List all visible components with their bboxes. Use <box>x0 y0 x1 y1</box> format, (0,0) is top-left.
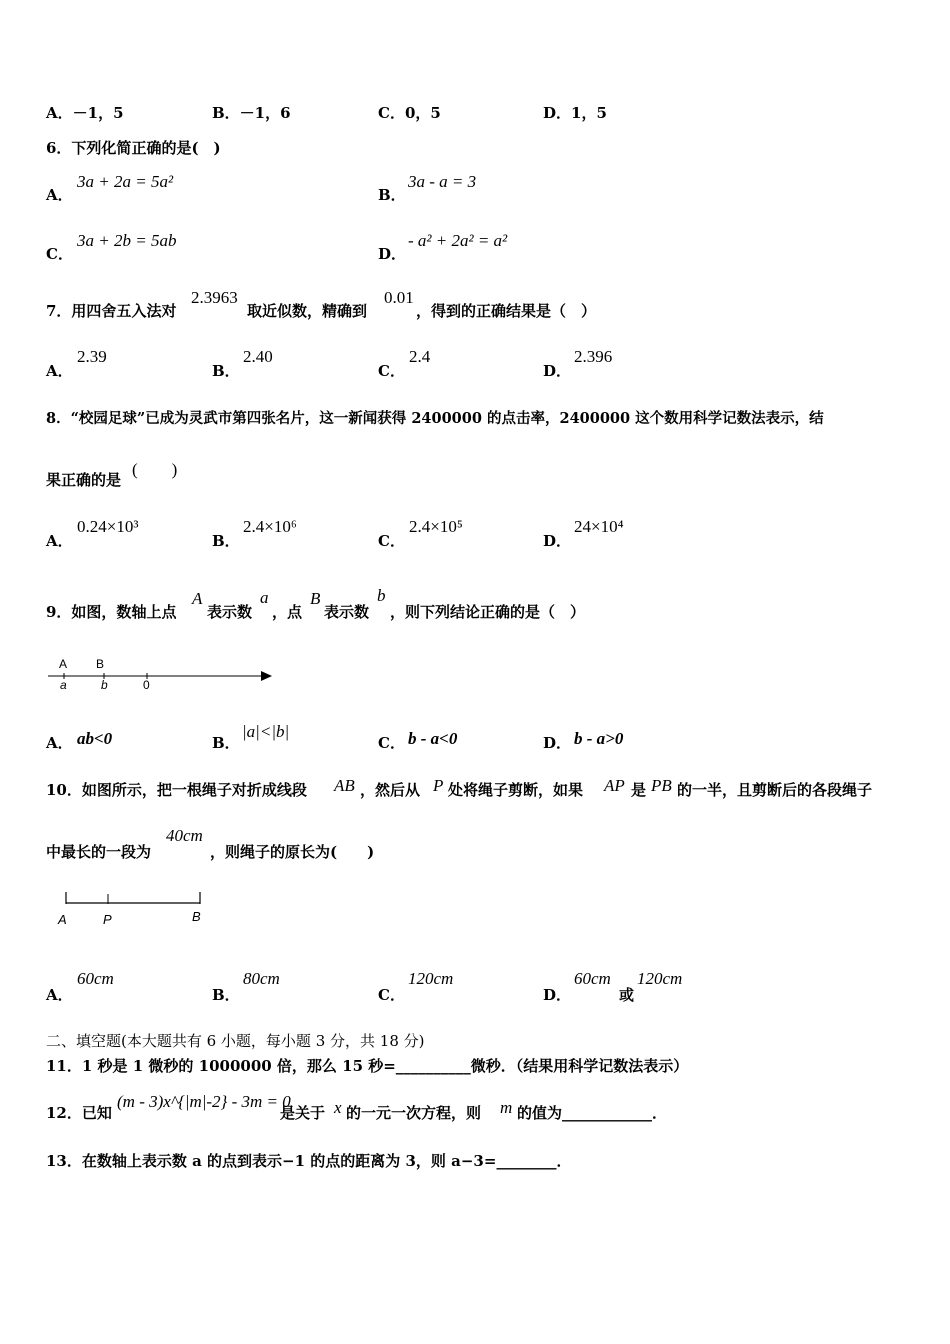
label-top-b: B <box>96 657 105 671</box>
q10-segment-figure <box>52 886 212 930</box>
q9-point-a: A <box>192 589 203 608</box>
q12-stem-1: 12．已知 <box>46 1104 112 1122</box>
q10-d-label: D． <box>543 986 572 1004</box>
q5-option-a: A．－1，5 <box>46 104 124 122</box>
q7-stem-3: ，得到的正确结果是（ ） <box>416 302 597 320</box>
q6-b-label: B． <box>378 186 406 204</box>
q10-b-value: 80cm <box>243 969 280 988</box>
q10-c-value: 120cm <box>408 969 454 988</box>
q10-d-value2: 120cm <box>637 969 683 988</box>
q8-b-label: B． <box>212 532 240 550</box>
q13-text: 13．在数轴上表示数 a 的点到表示−1 的点的距离为 3，则 a−3=________． <box>46 1152 572 1170</box>
label-bottom-b: b <box>101 678 108 692</box>
q8-paren: ( ) <box>132 460 178 479</box>
q8-c-label: C． <box>378 532 405 550</box>
q9-b-label: B． <box>212 734 240 752</box>
number-line-arrow <box>261 671 272 681</box>
label-b: B <box>192 909 201 924</box>
label-a: A <box>58 912 67 927</box>
q5-option-d: D．1，5 <box>543 104 607 122</box>
q9-var-a: a <box>260 588 269 607</box>
q8-stem-line1: 8．“校园足球”已成为灵武市第四张名片，这一新闻获得 2400000 的点击率，2400000 这个数用科学记数法表示，结 <box>46 410 824 427</box>
q10-ab: AB <box>334 776 355 795</box>
q7-a-label: A． <box>46 362 73 380</box>
q9-stem-4: 表示数 <box>324 603 370 621</box>
q10-stem-6: 中最长的一段为 <box>46 843 152 861</box>
q7-stem-1: 7．用四舍五入法对 <box>46 302 177 320</box>
q7-stem-2: 取近似数，精确到 <box>247 302 368 320</box>
q9-d-value: b - a>0 <box>574 729 624 748</box>
q10-c-label: C． <box>378 986 405 1004</box>
q10-d-value: 60cm <box>574 969 611 988</box>
q12-var-x: x <box>334 1098 342 1117</box>
q10-stem-1: 10．如图所示，把一根绳子对折成线段 <box>46 781 307 799</box>
q9-c-label: C． <box>378 734 405 752</box>
q7-c-label: C． <box>378 362 405 380</box>
q6-d-label: D． <box>378 245 407 263</box>
q10-stem-7: ，则绳子的原长为( ) <box>210 843 375 861</box>
q9-stem-5: ，则下列结论正确的是（ ） <box>390 603 586 621</box>
q9-point-b: B <box>310 589 321 608</box>
q7-d-value: 2.396 <box>574 347 613 366</box>
q10-a-label: A． <box>46 986 73 1004</box>
q5-option-b: B．－1，6 <box>212 104 291 122</box>
q9-b-value: |a|<|b| <box>242 722 290 741</box>
q9-var-b: b <box>377 586 386 605</box>
q10-p: P <box>433 776 444 795</box>
q8-b-value: 2.4×10⁶ <box>243 517 297 536</box>
q9-stem-2: 表示数 <box>207 603 253 621</box>
label-zero: 0 <box>143 678 150 692</box>
q8-d-label: D． <box>543 532 572 550</box>
q9-number-line <box>44 652 278 694</box>
q7-number: 2.3963 <box>191 288 238 307</box>
q9-d-label: D． <box>543 734 572 752</box>
q7-c-value: 2.4 <box>409 347 431 366</box>
q6-d-expr: - a² + 2a² = a² <box>408 231 508 250</box>
q7-a-value: 2.39 <box>77 347 107 366</box>
q10-ap: AP <box>604 776 625 795</box>
q8-d-value: 24×10⁴ <box>574 517 624 536</box>
q6-a-expr: 3a + 2a = 5a² <box>77 172 174 191</box>
q5-option-c: C．0，5 <box>378 104 441 122</box>
q10-stem-2: ，然后从 <box>360 781 421 799</box>
q6-c-expr: 3a + 2b = 5ab <box>77 231 177 250</box>
q11-text: 11．1 秒是 1 微秒的 1000000 倍，那么 15 秒=__________微秒．（结果用科学记数法表示） <box>46 1057 689 1075</box>
q8-stem-line2: 果正确的是 <box>46 471 122 489</box>
q12-var-m: m <box>500 1098 513 1117</box>
q10-d-or: 或 <box>619 986 635 1004</box>
label-top-a: A <box>59 657 68 671</box>
q6-a-label: A． <box>46 186 73 204</box>
q7-b-value: 2.40 <box>243 347 273 366</box>
q7-d-label: D． <box>543 362 572 380</box>
q8-a-value: 0.24×10³ <box>77 517 139 536</box>
q7-b-label: B． <box>212 362 240 380</box>
q10-stem-5: 的一半，且剪断后的各段绳子 <box>677 781 873 799</box>
q9-a-label: A． <box>46 734 73 752</box>
q10-stem-4: 是 <box>631 781 647 799</box>
q10-a-value: 60cm <box>77 969 114 988</box>
q9-stem-3: ，点 <box>272 603 303 621</box>
q7-precision: 0.01 <box>384 288 414 307</box>
q8-c-value: 2.4×10⁵ <box>409 517 463 536</box>
q12-stem-3: 的一元一次方程，则 <box>346 1104 482 1122</box>
q6-stem: 6．下列化简正确的是( ) <box>46 139 221 157</box>
label-bottom-a: a <box>60 678 67 692</box>
q12-stem-2: 是关于 <box>280 1104 326 1122</box>
q10-length: 40cm <box>166 826 203 845</box>
q9-stem-1: 9．如图，数轴上点 <box>46 603 177 621</box>
label-p: P <box>103 912 112 927</box>
q6-c-label: C． <box>46 245 73 263</box>
q8-a-label: A． <box>46 532 73 550</box>
q10-pb: PB <box>651 776 672 795</box>
q6-b-expr: 3a - a = 3 <box>408 172 477 191</box>
q12-stem-4: 的值为____________． <box>517 1104 668 1122</box>
section-2-heading: 二、填空题(本大题共有 6 小题，每小题 3 分，共 18 分) <box>46 1032 425 1050</box>
q10-b-label: B． <box>212 986 240 1004</box>
q10-stem-3: 处将绳子剪断，如果 <box>448 781 584 799</box>
q9-a-value: ab<0 <box>77 729 113 748</box>
q9-c-value: b - a<0 <box>408 729 458 748</box>
q12-expression: (m - 3)x^{|m|-2} - 3m = 0 <box>117 1092 291 1111</box>
